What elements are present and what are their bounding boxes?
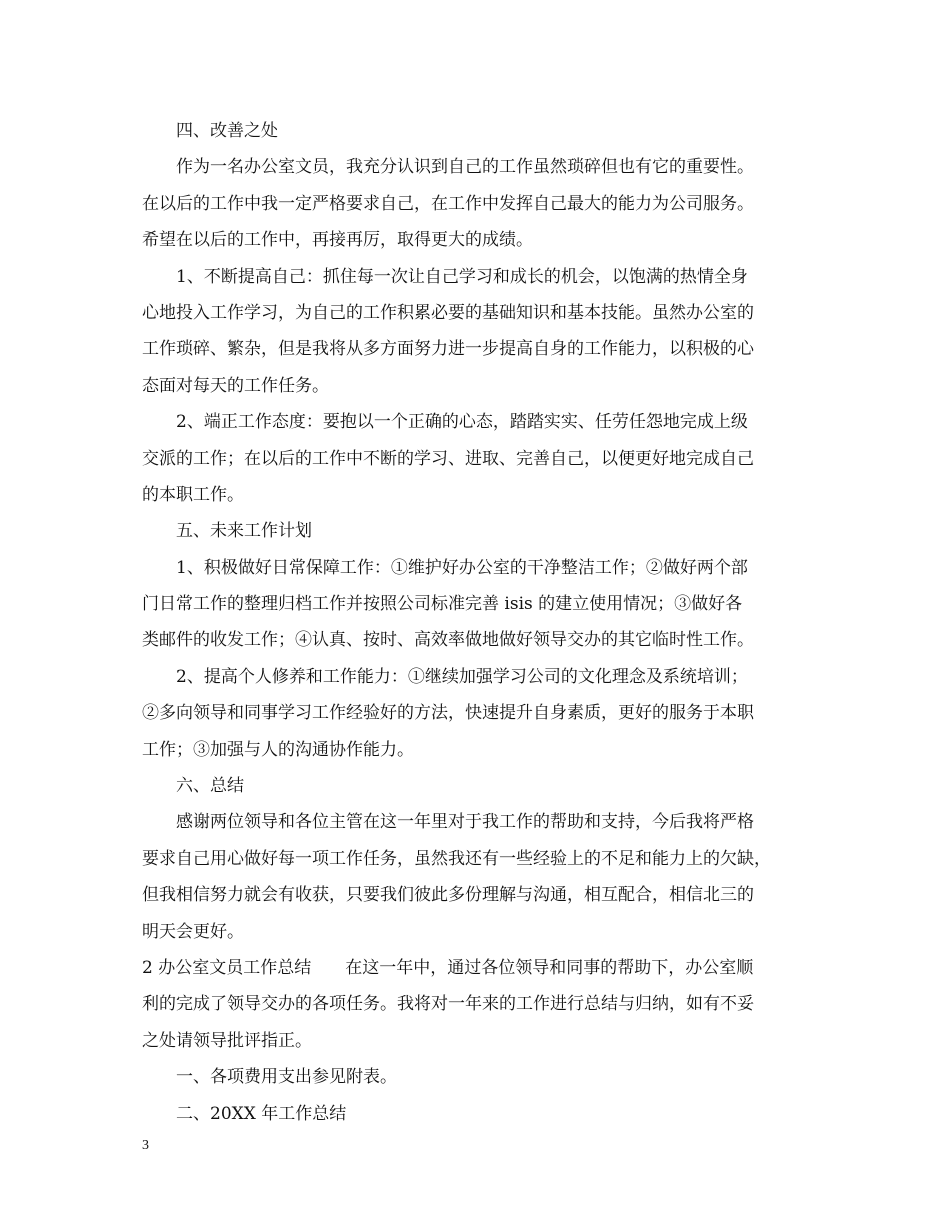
- paragraph-line: 希望在以后的工作中，再接再厉，取得更大的成绩。: [142, 230, 533, 251]
- paragraph-line: 之处请领导批评指正。: [142, 1030, 312, 1051]
- paragraph-line: 态面对每天的工作任务。: [142, 375, 329, 396]
- paragraph-line: 明天会更好。: [142, 921, 244, 942]
- paragraph-line: ②多向领导和同事学习工作经验好的方法，快速提升自身素质，更好的服务于本职: [142, 703, 754, 724]
- paragraph-line: 交派的工作；在以后的工作中不断的学习、进取、完善自己，以便更好地完成自己: [142, 448, 754, 469]
- paragraph-line: 工作；③加强与人的沟通协作能力。: [142, 739, 414, 760]
- paragraph-line: 但我相信努力就会有收获，只要我们彼此多份理解与沟通，相互配合，相信北三的: [142, 885, 754, 906]
- list-item-line: 1、积极做好日常保障工作：①维护好办公室的干净整洁工作；②做好两个部: [176, 557, 748, 578]
- section-heading-annual-summary: 二、20XX 年工作总结: [176, 1103, 347, 1124]
- paragraph-line: 工作琐碎、繁杂，但是我将从多方面努力进一步提高自身的工作能力，以积极的心: [142, 339, 754, 360]
- paragraph-line: 的本职工作。: [142, 484, 244, 505]
- section-heading-summary: 六、总结: [176, 776, 244, 797]
- paragraph-line: [142, 950, 818, 986]
- list-item-line: 2、端正工作态度：要抱以一个正确的心态，踏踏实实、任劳任怨地完成上级: [176, 412, 748, 433]
- paragraph-line: 感谢两位领导和各位主管在这一年里对于我工作的帮助和支持，今后我将严格: [176, 812, 754, 833]
- paragraph-line: 类邮件的收发工作；④认真、按时、高效率做地做好领导交办的其它临时性工作。: [142, 630, 754, 651]
- page-number: 3: [142, 1138, 149, 1153]
- paragraph-line: 作为一名办公室文员，我充分认识到自己的工作虽然琐碎但也有它的重要性。: [176, 157, 754, 178]
- section-heading-improvements: 四、改善之处: [176, 121, 278, 141]
- paragraph-line: 门日常工作的整理归档工作并按照公司标准完善 isis 的建立使用情况；③做好各: [142, 594, 743, 615]
- document-body: [142, 113, 818, 1132]
- list-item-line: 一、各项费用支出参见附表。: [176, 1067, 397, 1088]
- paragraph-text: 在这一年中，通过各位领导和同事的帮助下，办公室顺: [345, 957, 754, 978]
- list-item-line: 2、提高个人修养和工作能力：①继续加强学习公司的文化理念及系统培训；: [176, 666, 748, 687]
- paragraph-line: 利的完成了领导交办的各项任务。我将对一年来的工作进行总结与归纳，如有不妥: [142, 994, 754, 1015]
- section-heading-future-plan: 五、未来工作计划: [176, 521, 312, 542]
- paragraph-line: 在以后的工作中我一定严格要求自己，在工作中发挥自己最大的能力为公司服务。: [142, 193, 754, 214]
- paragraph-line: 心地投入工作学习，为自己的工作积累必要的基础知识和基本技能。虽然办公室的: [142, 302, 754, 323]
- list-item-line: 1、不断提高自己：抓住每一次让自己学习和成长的机会，以饱满的热情全身: [176, 266, 748, 287]
- paragraph-line: 要求自己用心做好每一项工作任务，虽然我还有一些经验上的不足和能力上的欠缺，: [142, 848, 771, 869]
- document-subtitle: 2 办公室文员工作总结: [142, 957, 312, 978]
